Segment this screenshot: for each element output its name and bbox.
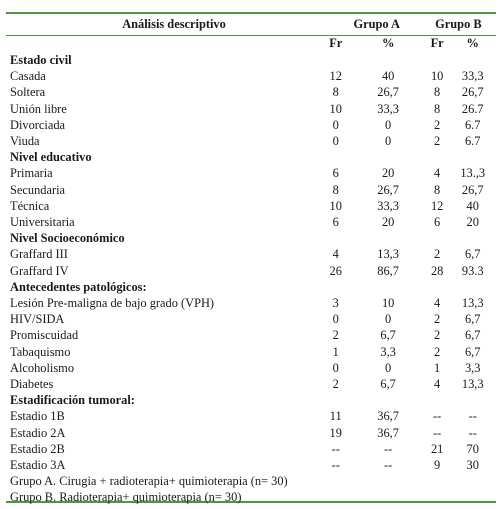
table-row xyxy=(10,311,494,327)
table-row xyxy=(10,327,494,343)
table-row xyxy=(10,408,494,424)
group-a-pct: 33,3 xyxy=(377,198,399,213)
group-b-pct: 93.3 xyxy=(461,263,484,278)
group-b-pct: 13,3 xyxy=(461,296,484,311)
header-group-a: Grupo A xyxy=(353,16,400,31)
group-b-fr: 2 xyxy=(434,117,441,132)
row-label: Soltera xyxy=(10,85,46,100)
group-a-pct: -- xyxy=(384,441,393,456)
group-a-fr: 8 xyxy=(332,85,339,100)
row-label: Estadio 2B xyxy=(10,441,65,456)
section-row xyxy=(10,230,494,246)
group-b-fr: 10 xyxy=(430,69,444,84)
table-row xyxy=(10,68,494,84)
table-row xyxy=(10,246,494,262)
row-label: Lesión Pre-maligna de bajo grado (VPH) xyxy=(10,296,215,311)
group-a-fr: 10 xyxy=(329,198,342,213)
section-label: Nivel Socioeconómico xyxy=(10,231,125,246)
subheader-a-fr: Fr xyxy=(329,35,343,50)
group-a-pct: 0 xyxy=(385,134,392,149)
header-title: Análisis descriptivo xyxy=(122,16,226,31)
row-label: Diabetes xyxy=(10,377,54,392)
descriptive-table-frame xyxy=(6,4,496,504)
group-b-fr: 12 xyxy=(430,198,444,213)
row-label: Graffard IV xyxy=(10,263,69,278)
table-row xyxy=(10,133,494,149)
group-a-fr: 0 xyxy=(332,312,339,327)
table-row xyxy=(10,182,494,198)
group-a-fr: 0 xyxy=(332,117,339,132)
group-a-fr: 4 xyxy=(332,247,339,262)
group-a-fr: -- xyxy=(331,441,340,456)
group-a-fr: 0 xyxy=(332,134,339,149)
group-b-pct: 6,7 xyxy=(464,344,481,359)
group-a-pct: 0 xyxy=(385,360,392,375)
group-b-pct: 40 xyxy=(466,198,479,213)
group-b-pct: 13.,3 xyxy=(460,166,486,181)
row-label: Unión libre xyxy=(10,101,67,116)
row-label: Secundaria xyxy=(10,182,66,197)
group-a-pct: 10 xyxy=(381,296,395,311)
group-b-pct: 6,7 xyxy=(464,247,481,262)
table-row xyxy=(10,84,494,100)
group-a-fr: -- xyxy=(331,458,340,473)
row-label: HIV/SIDA xyxy=(10,312,65,327)
group-b-pct: 13,3 xyxy=(461,377,484,392)
section-row xyxy=(10,149,494,165)
group-a-fr: 8 xyxy=(332,182,339,197)
group-a-pct: 36,7 xyxy=(377,409,399,424)
group-a-pct: 26,7 xyxy=(377,182,399,197)
row-label: Primaria xyxy=(10,166,53,181)
table-row xyxy=(10,441,494,457)
group-a-pct: 13,3 xyxy=(377,247,399,262)
group-a-pct: 33,3 xyxy=(377,101,399,116)
group-b-pct: 26.7 xyxy=(461,101,484,116)
table-row xyxy=(10,165,494,181)
group-b-pct: 6,7 xyxy=(464,312,481,327)
group-b-fr: 2 xyxy=(434,247,441,262)
subheader-a-pct: % xyxy=(381,35,395,50)
group-b-fr: 2 xyxy=(434,328,441,343)
row-label: Tabaquismo xyxy=(10,344,71,359)
row-label: Divorciada xyxy=(10,117,66,132)
group-b-pct: 6,7 xyxy=(464,328,481,343)
group-a-fr: 11 xyxy=(329,409,342,424)
row-label: Promiscuidad xyxy=(10,328,79,343)
group-a-fr: 2 xyxy=(332,328,339,343)
group-a-fr: 0 xyxy=(332,360,339,375)
row-label: Casada xyxy=(10,69,46,84)
group-b-pct: -- xyxy=(468,409,477,424)
group-b-fr: 1 xyxy=(434,360,441,375)
section-label: Nivel educativo xyxy=(10,150,92,165)
group-b-fr: -- xyxy=(433,425,442,440)
group-b-fr: 8 xyxy=(434,101,441,116)
group-a-fr: 2 xyxy=(332,377,339,392)
group-b-fr: 28 xyxy=(430,263,444,278)
group-b-pct: 30 xyxy=(466,458,479,473)
table-row xyxy=(10,457,494,473)
group-b-fr: 9 xyxy=(434,458,441,473)
group-b-pct: -- xyxy=(468,425,477,440)
row-label: Estadio 1B xyxy=(10,409,65,424)
group-b-pct: 20 xyxy=(466,215,479,230)
subheader-b-pct: % xyxy=(466,35,479,50)
group-a-pct: 26,7 xyxy=(377,85,399,100)
group-a-fr: 1 xyxy=(332,344,339,359)
table-row xyxy=(10,101,494,117)
group-b-fr: 8 xyxy=(434,182,441,197)
footnote-row xyxy=(10,473,494,489)
section-row xyxy=(10,392,494,408)
table-row xyxy=(10,295,494,311)
header-group-b: Grupo B xyxy=(435,16,482,31)
group-a-pct: -- xyxy=(384,458,393,473)
group-b-fr: -- xyxy=(433,409,442,424)
group-b-fr: 2 xyxy=(434,312,441,327)
group-a-fr: 12 xyxy=(329,69,342,84)
row-label: Alcoholismo xyxy=(10,360,75,375)
descriptive-analysis-table xyxy=(10,14,494,506)
group-b-pct: 33,3 xyxy=(461,69,484,84)
row-label: Universitaria xyxy=(10,215,75,230)
group-b-fr: 4 xyxy=(434,166,441,181)
section-label: Estado civil xyxy=(10,53,72,67)
group-b-pct: 70 xyxy=(466,441,479,456)
table-row xyxy=(10,117,494,133)
group-a-fr: 3 xyxy=(332,296,339,311)
group-a-fr: 19 xyxy=(329,425,342,440)
group-b-fr: 4 xyxy=(434,296,441,311)
table-row xyxy=(10,425,494,441)
group-a-pct: 6,7 xyxy=(380,328,396,343)
row-label: Graffard III xyxy=(10,247,68,262)
table-row xyxy=(10,214,494,230)
section-label: Antecedentes patológicos: xyxy=(10,279,147,294)
table-row xyxy=(10,198,494,214)
table-row xyxy=(10,263,494,279)
table-row xyxy=(10,344,494,360)
row-label: Estadio 3A xyxy=(10,458,66,473)
section-label: Estadificación tumoral: xyxy=(10,393,135,408)
group-a-pct: 0 xyxy=(385,117,392,132)
group-a-pct: 0 xyxy=(385,312,392,327)
group-b-fr: 4 xyxy=(434,377,441,392)
table-row xyxy=(10,376,494,392)
row-label: Técnica xyxy=(10,198,50,213)
group-b-fr: 2 xyxy=(434,344,441,359)
group-a-fr: 6 xyxy=(332,215,339,230)
section-row xyxy=(10,279,494,295)
group-b-pct: 6.7 xyxy=(464,134,481,149)
footnote-row xyxy=(10,489,494,505)
section-row xyxy=(10,52,494,68)
group-b-pct: 26,7 xyxy=(461,85,484,100)
group-b-fr: 2 xyxy=(434,134,441,149)
group-b-fr: 8 xyxy=(434,85,441,100)
footnote: Grupo A. Cirugia + radioterapia+ quimioterapia (n= 30) xyxy=(10,474,288,489)
group-a-fr: 10 xyxy=(329,101,342,116)
group-a-pct: 36,7 xyxy=(377,425,399,440)
row-label: Estadio 2A xyxy=(10,425,66,440)
subheader-b-fr: Fr xyxy=(430,35,444,50)
group-a-pct: 20 xyxy=(381,166,395,181)
group-a-fr: 6 xyxy=(332,166,339,181)
group-b-pct: 6.7 xyxy=(464,117,481,132)
table-row xyxy=(10,360,494,376)
group-b-fr: 6 xyxy=(434,215,441,230)
group-a-pct: 20 xyxy=(381,215,395,230)
group-b-pct: 3,3 xyxy=(464,360,481,375)
group-a-pct: 6,7 xyxy=(380,377,396,392)
group-a-fr: 26 xyxy=(329,263,342,278)
group-a-pct: 86,7 xyxy=(377,263,399,278)
group-a-pct: 3,3 xyxy=(380,344,396,359)
footnote: Grupo B. Radioterapia+ quimioterapia (n= 30) xyxy=(10,490,242,505)
subheader-row xyxy=(10,34,494,52)
table-header-row xyxy=(10,14,494,34)
group-a-pct: 40 xyxy=(381,69,395,84)
group-b-pct: 26,7 xyxy=(461,182,484,197)
row-label: Viuda xyxy=(10,134,40,149)
group-b-fr: 21 xyxy=(430,441,444,456)
